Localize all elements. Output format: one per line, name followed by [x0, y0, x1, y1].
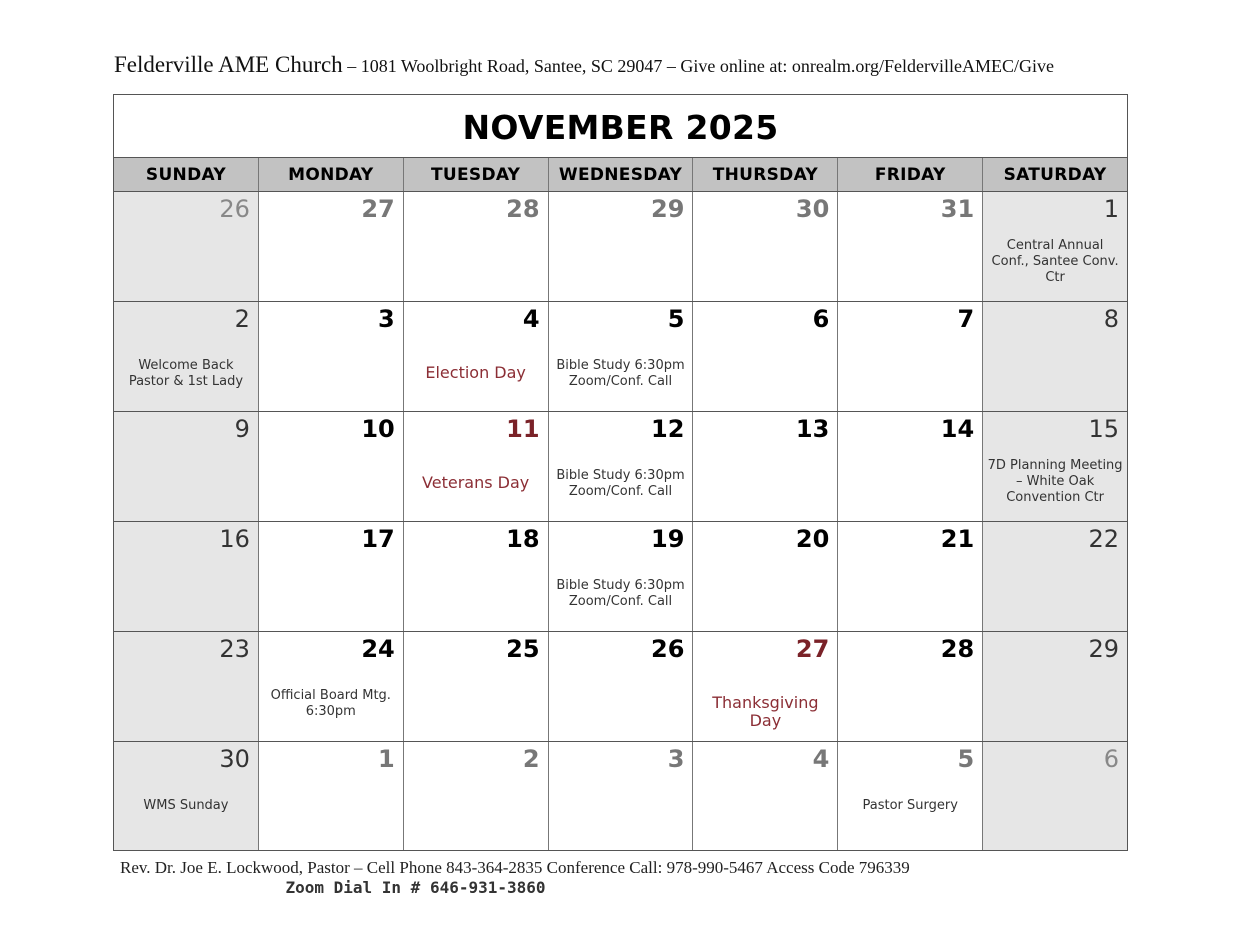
dow-tuesday: TUESDAY — [404, 158, 549, 191]
day-cell[interactable] — [114, 632, 259, 741]
day-cell[interactable] — [693, 192, 838, 301]
day-event: Bible Study 6:30pm Zoom/Conf. Call — [556, 358, 685, 389]
day-cell[interactable] — [838, 742, 983, 851]
day-number: 3 — [378, 305, 395, 333]
day-number: 28 — [940, 635, 975, 663]
day-number: 27 — [361, 195, 395, 223]
day-number: 19 — [651, 525, 685, 553]
day-cell[interactable] — [259, 632, 404, 741]
day-number: 30 — [795, 195, 830, 223]
day-event: Bible Study 6:30pm Zoom/Conf. Call — [556, 578, 685, 609]
day-number: 13 — [795, 415, 830, 443]
dow-monday: MONDAY — [259, 158, 404, 191]
day-cell[interactable] — [549, 522, 694, 631]
day-cell[interactable] — [838, 632, 983, 741]
day-cell[interactable] — [693, 302, 838, 411]
week-row — [114, 742, 1127, 851]
day-cell[interactable] — [114, 192, 259, 301]
day-number: 10 — [361, 415, 395, 443]
day-cell[interactable] — [549, 412, 694, 521]
dow-thursday: THURSDAY — [693, 158, 838, 191]
dow-sunday: SUNDAY — [114, 158, 259, 191]
day-event: WMS Sunday — [143, 798, 229, 813]
day-number: 21 — [940, 525, 975, 553]
day-cell[interactable] — [693, 742, 838, 851]
day-cell[interactable] — [404, 742, 549, 851]
day-number: 9 — [234, 415, 250, 443]
day-event: Pastor Surgery — [862, 798, 958, 813]
day-cell[interactable] — [259, 522, 404, 631]
day-cell[interactable] — [549, 192, 694, 301]
day-number: 28 — [506, 195, 540, 223]
church-name: Felderville AME Church — [114, 52, 343, 77]
day-of-week-header — [114, 158, 1127, 192]
day-number: 3 — [667, 745, 685, 773]
week-row — [114, 302, 1127, 412]
day-cell[interactable] — [259, 302, 404, 411]
pastor-contact-line: Rev. Dr. Joe E. Lockwood, Pastor – Cell Phone 843-364-2835 Conference Call: 978-990-5467 Access Code 796339 — [120, 858, 910, 877]
day-event: Central Annual Conf., Santee Conv. Ctr — [991, 238, 1119, 285]
day-number: 16 — [219, 525, 250, 553]
day-event: Official Board Mtg. 6:30pm — [270, 688, 391, 719]
day-event: Veterans Day — [422, 473, 530, 492]
day-cell[interactable] — [549, 742, 694, 851]
day-cell[interactable] — [983, 742, 1127, 851]
day-number: 7 — [957, 305, 975, 333]
day-number: 31 — [940, 195, 975, 223]
day-number: 18 — [506, 525, 540, 553]
dow-wednesday: WEDNESDAY — [549, 158, 694, 191]
day-number: 2 — [522, 745, 540, 773]
day-cell[interactable] — [114, 742, 259, 851]
day-cell[interactable] — [838, 192, 983, 301]
day-cell[interactable] — [259, 742, 404, 851]
day-number: 14 — [940, 415, 975, 443]
day-number: 27 — [795, 635, 830, 663]
day-cell[interactable] — [693, 412, 838, 521]
day-cell[interactable] — [114, 522, 259, 631]
church-header — [114, 52, 1174, 78]
day-cell[interactable] — [549, 632, 694, 741]
day-cell[interactable] — [404, 412, 549, 521]
zoom-dial-in-text: Zoom Dial In # 646-931-3860 — [285, 878, 546, 897]
day-cell[interactable] — [114, 412, 259, 521]
day-number: 11 — [506, 415, 540, 443]
day-event: Bible Study 6:30pm Zoom/Conf. Call — [556, 468, 685, 499]
week-row — [114, 632, 1127, 742]
day-cell[interactable] — [404, 302, 549, 411]
day-number: 1 — [378, 745, 395, 773]
day-number: 15 — [1088, 415, 1120, 443]
day-event: 7D Planning Meeting – White Oak Convention Ctr — [987, 458, 1123, 505]
day-number: 2 — [234, 305, 250, 333]
day-cell[interactable] — [838, 522, 983, 631]
week-row — [114, 522, 1127, 632]
day-cell[interactable] — [404, 522, 549, 631]
day-number: 29 — [651, 195, 685, 223]
week-row — [114, 192, 1127, 302]
day-cell[interactable] — [983, 302, 1127, 411]
day-number: 17 — [361, 525, 395, 553]
day-cell[interactable] — [549, 302, 694, 411]
day-number: 6 — [1103, 745, 1120, 773]
week-row — [114, 412, 1127, 522]
day-number: 5 — [957, 745, 975, 773]
month-title: NOVEMBER 2025 — [114, 95, 1127, 158]
day-number: 4 — [522, 305, 540, 333]
dow-friday: FRIDAY — [838, 158, 983, 191]
day-number: 30 — [219, 745, 250, 773]
day-event: Welcome Back Pastor & 1st Lady — [128, 358, 244, 389]
day-number: 5 — [667, 305, 685, 333]
day-number: 12 — [651, 415, 685, 443]
day-cell[interactable] — [838, 412, 983, 521]
day-cell[interactable] — [693, 632, 838, 741]
day-cell[interactable] — [983, 412, 1127, 521]
day-cell[interactable] — [838, 302, 983, 411]
day-cell[interactable] — [693, 522, 838, 631]
day-cell[interactable] — [404, 632, 549, 741]
day-number: 4 — [812, 745, 830, 773]
dow-saturday: SATURDAY — [1003, 165, 1107, 185]
day-number: 25 — [506, 635, 540, 663]
day-event: Election Day — [425, 363, 526, 382]
day-cell[interactable] — [983, 632, 1127, 741]
day-cell[interactable] — [983, 192, 1127, 301]
day-number: 22 — [1088, 525, 1120, 553]
day-number: 24 — [361, 635, 395, 663]
day-number: 29 — [1088, 635, 1120, 663]
calendar-weeks — [114, 192, 1127, 851]
day-cell[interactable] — [259, 412, 404, 521]
day-cell[interactable] — [259, 192, 404, 301]
day-number: 26 — [219, 195, 250, 223]
church-address-give-link: – 1081 Woolbright Road, Santee, SC 29047 – Give online at: onrealm.org/FeldervilleAMEC/Give — [342, 56, 1054, 76]
day-number: 1 — [1103, 195, 1120, 223]
day-number: 8 — [1103, 305, 1120, 333]
day-number: 20 — [795, 525, 830, 553]
day-event: Thanksgiving Day — [712, 693, 819, 730]
day-number: 26 — [651, 635, 685, 663]
day-number: 23 — [219, 635, 250, 663]
day-cell[interactable] — [404, 192, 549, 301]
month-calendar — [113, 94, 1128, 851]
day-number: 6 — [812, 305, 830, 333]
zoom-dial-in-line — [113, 878, 1118, 897]
day-cell[interactable] — [983, 522, 1127, 631]
day-cell[interactable] — [114, 302, 259, 411]
